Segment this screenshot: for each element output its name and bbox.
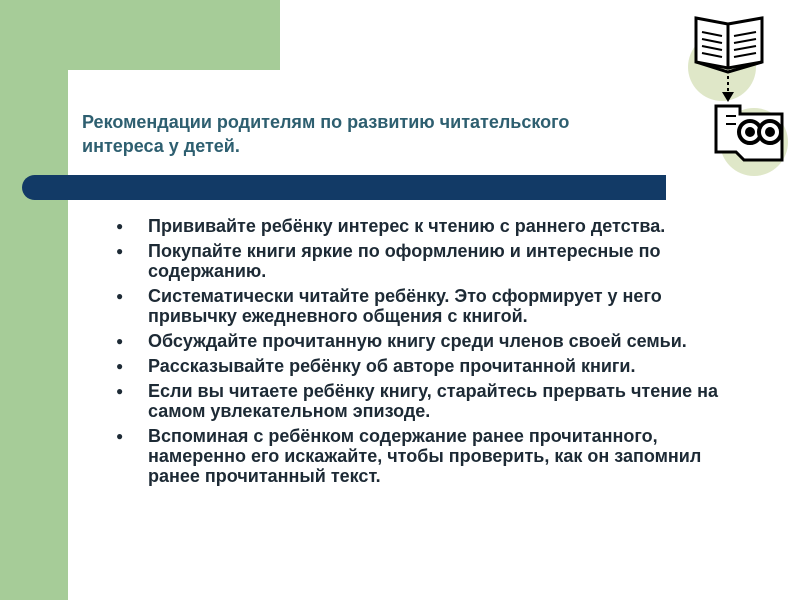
list-item-text: Рассказывайте ребёнку об авторе прочитанной книги. — [148, 356, 636, 376]
list-item — [112, 426, 752, 486]
bullet-dot-icon: ● — [116, 429, 124, 443]
bullet-dot-icon: ● — [116, 359, 124, 373]
list-item — [112, 216, 752, 236]
open-book-icon — [696, 18, 762, 72]
slide-title-line-2: интереса у детей. — [82, 136, 240, 156]
list-item — [112, 356, 752, 376]
bullet-dot-icon: ● — [116, 334, 124, 348]
list-item-text: Обсуждайте прочитанную книгу среди членов своей семьи. — [148, 331, 687, 351]
list-item — [112, 241, 752, 281]
slide-title — [82, 110, 682, 158]
reader-face-icon — [716, 106, 782, 160]
bullet-dot-icon: ● — [116, 219, 124, 233]
green-sidebar — [0, 0, 68, 600]
list-item-text: Систематически читайте ребёнку. Это сформирует у него привычку ежедневного общения с книгой. — [148, 286, 662, 326]
recommendation-list — [112, 216, 752, 491]
list-item — [112, 286, 752, 326]
reading-clipart — [682, 12, 792, 182]
bullet-dot-icon: ● — [116, 244, 124, 258]
list-item-text: Прививайте ребёнку интерес к чтению с раннего детства. — [148, 216, 666, 236]
list-item — [112, 381, 752, 421]
list-item-text: Если вы читаете ребёнку книгу, старайтесь прервать чтение на самом увлекательном эпизоде. — [148, 381, 719, 421]
list-item — [112, 331, 752, 351]
bullet-dot-icon: ● — [116, 289, 124, 303]
list-item-text: Покупайте книги яркие по оформлению и интересные по содержанию. — [148, 241, 661, 281]
list-item-text: Вспоминая с ребёнком содержание ранее прочитанного, намеренно его искажайте, чтобы проверить, как он запомнил ранее прочитанный текст. — [148, 426, 702, 486]
green-top-panel — [0, 0, 280, 70]
title-divider-bar — [22, 175, 666, 200]
bullet-dot-icon: ● — [116, 384, 124, 398]
slide-title-line-1: Рекомендации родителям по развитию читательского — [82, 112, 570, 132]
